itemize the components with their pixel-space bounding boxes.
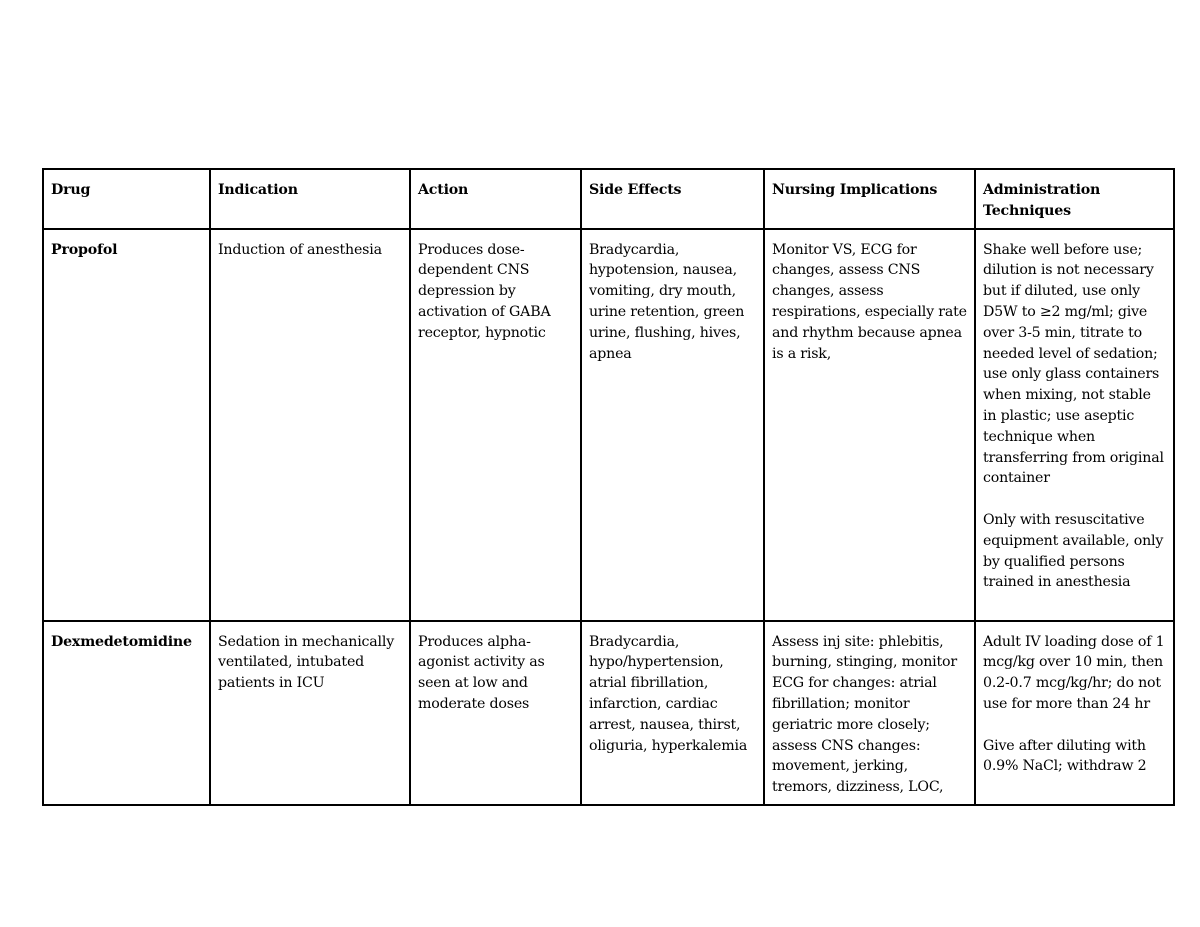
cell-action: Produces alpha-agonist activity as seen at low and moderate doses [410, 621, 581, 805]
cell-side-effects: Bradycardia, hypotension, nausea, vomiting, dry mouth, urine retention, green urine, flushing, hives, apnea [581, 229, 764, 621]
header-side-effects: Side Effects [581, 169, 764, 229]
cell-administration-techniques [975, 229, 1174, 621]
administration-paragraph: Only with resuscitative equipment available, only by qualified persons trained in anesthesia [983, 511, 1164, 591]
cell-side-effects: Bradycardia, hypo/hypertension, atrial fibrillation, infarction, cardiac arrest, nausea, thirst, oliguria, hyperkalemia [581, 621, 764, 805]
header-administration-techniques: Administration Techniques [975, 169, 1174, 229]
header-action: Action [410, 169, 581, 229]
table-row [43, 229, 1174, 621]
cell-indication: Sedation in mechanically ventilated, intubated patients in ICU [210, 621, 410, 805]
header-drug: Drug [43, 169, 210, 229]
table-row [43, 621, 1174, 805]
table-header-row [43, 169, 1174, 229]
cell-administration-techniques [975, 621, 1174, 805]
drug-table [42, 168, 1175, 806]
header-indication: Indication [210, 169, 410, 229]
cell-drug: Dexmedetomidine [43, 621, 210, 805]
cell-nursing-implications: Monitor VS, ECG for changes, assess CNS changes, assess respirations, especially rate and rhythm because apnea is a risk, [764, 229, 975, 621]
header-nursing-implications: Nursing Implications [764, 169, 975, 229]
administration-paragraph: Give after diluting with 0.9% NaCl; withdraw 2 [983, 737, 1147, 775]
administration-paragraph: Shake well before use; dilution is not necessary but if diluted, use only D5W to ≥2 mg/ml; give over 3-5 min, titrate to needed level of sedation; use only glass containers when mixing, not stable in plastic; use aseptic technique when transferring from original container [983, 241, 1164, 487]
cell-drug: Propofol [43, 229, 210, 621]
cell-nursing-implications: Assess inj site: phlebitis, burning, stinging, monitor ECG for changes: atrial fibrillation; monitor geriatric more closely; assess CNS changes: movement, jerking, tremors, dizziness, LOC, [764, 621, 975, 805]
cell-action: Produces dose-dependent CNS depression by activation of GABA receptor, hypnotic [410, 229, 581, 621]
administration-paragraph: Adult IV loading dose of 1 mcg/kg over 10 min, then 0.2-0.7 mcg/kg/hr; do not use for more than 24 hr [983, 633, 1165, 712]
cell-indication: Induction of anesthesia [210, 229, 410, 621]
